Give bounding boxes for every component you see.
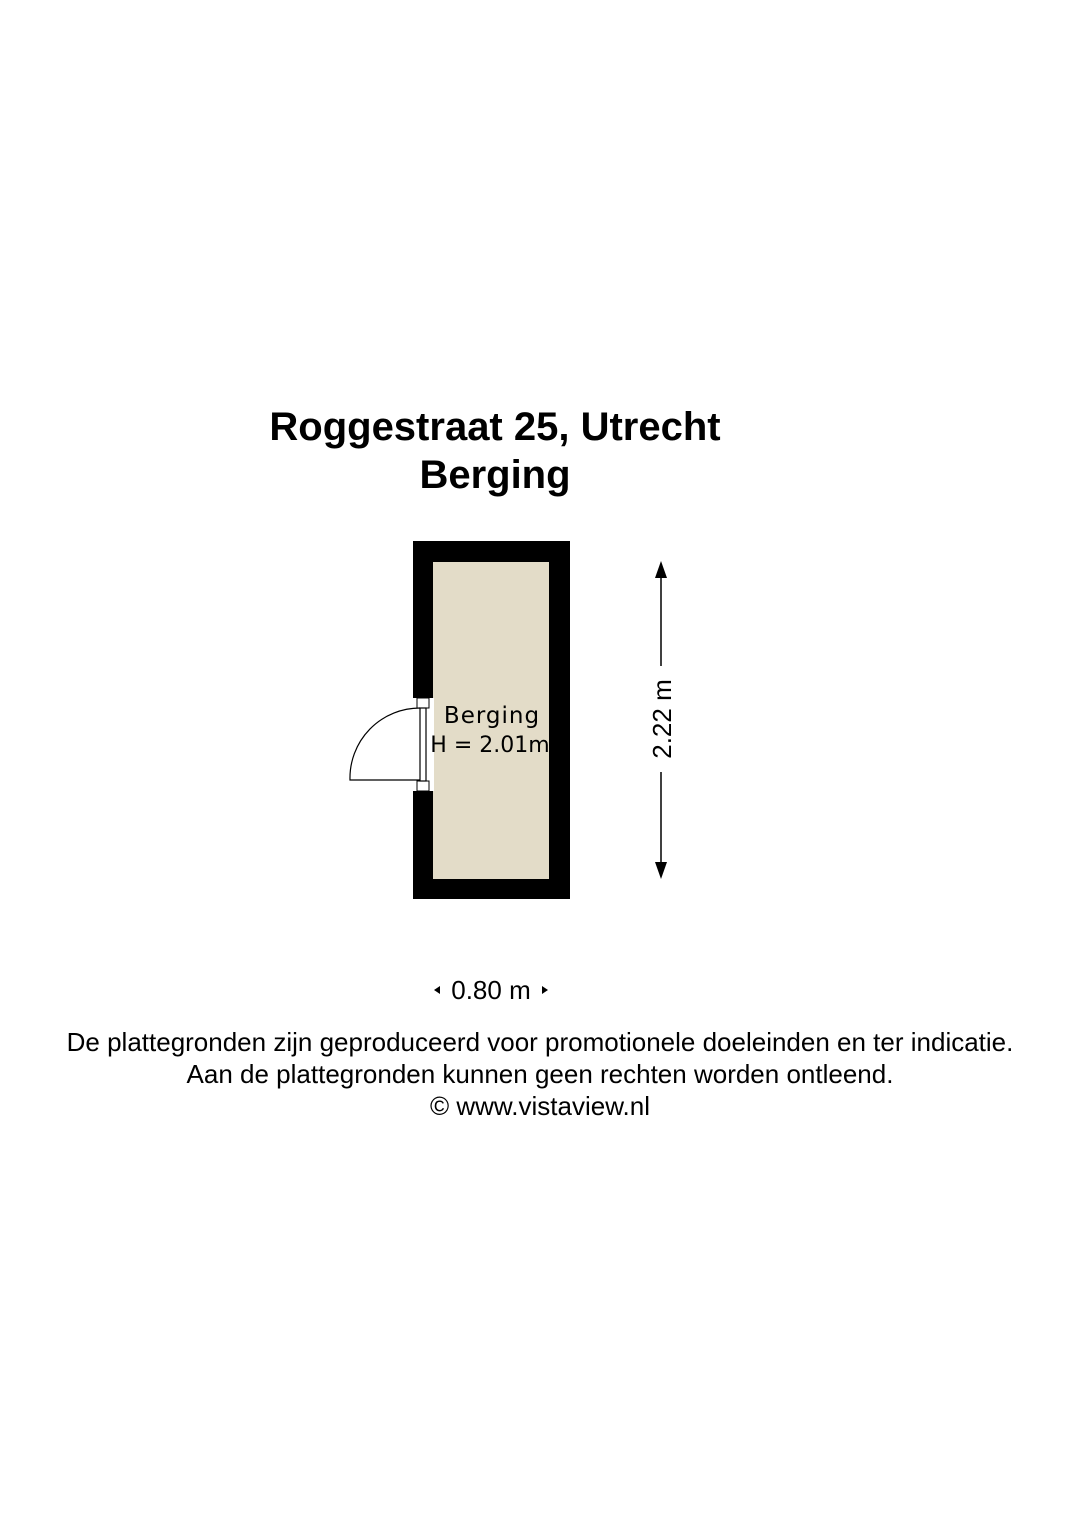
length-dimension xyxy=(647,561,677,879)
length-label: 2.22 m xyxy=(647,679,677,759)
disclaimer-line-1: De plattegronden zijn geproduceerd voor promotionele doeleinden en ter indicatie. xyxy=(66,1027,1014,1057)
door-frame-top xyxy=(417,698,429,708)
arrow-up-icon xyxy=(655,561,667,578)
disclaimer-line-2: Aan de plattegronden kunnen geen rechten worden ontleend. xyxy=(186,1059,894,1089)
arrow-down-icon xyxy=(655,862,667,879)
copyright-link[interactable]: © www.vistaview.nl xyxy=(430,1091,650,1121)
room-height-label: H = 2.01m xyxy=(430,733,550,758)
arrow-left-icon xyxy=(434,986,440,994)
door-leaf xyxy=(420,708,426,781)
title-floor: Berging xyxy=(419,453,571,497)
arrow-right-icon xyxy=(542,986,548,994)
door-frame-bottom xyxy=(417,781,429,791)
width-label: 0.80 m xyxy=(451,975,531,1005)
title-address: Roggestraat 25, Utrecht xyxy=(269,405,721,449)
door-swing-arc xyxy=(350,708,420,780)
room-label: Berging xyxy=(443,703,541,729)
width-dimension xyxy=(434,975,548,1005)
